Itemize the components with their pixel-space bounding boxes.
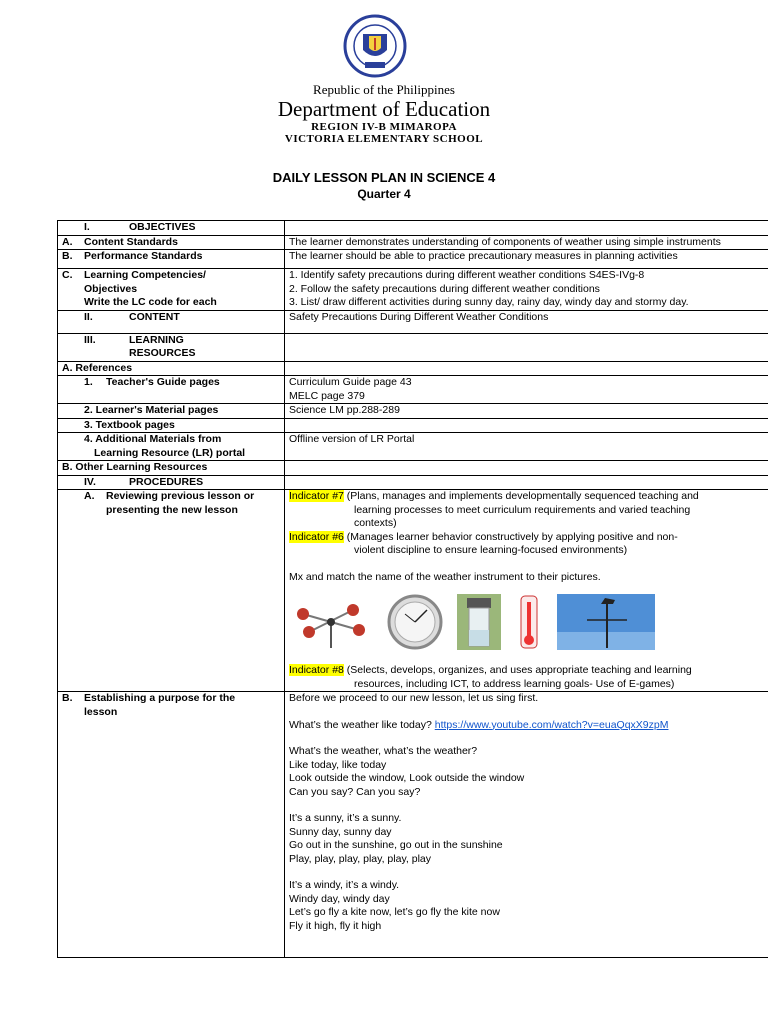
indicator-8-tag: Indicator #8 xyxy=(289,664,344,676)
song-video-link[interactable]: https://www.youtube.com/watch?v=euaQqxX9zpM xyxy=(434,718,669,731)
content-value: Safety Precautions During Different Weather Conditions xyxy=(285,310,768,333)
learning-resources-heading: III. LEARNING RESOURCES xyxy=(58,333,285,361)
performance-standards-value: The learner should be able to practice precautionary measures in planning activities xyxy=(285,250,768,269)
table-row xyxy=(58,221,768,236)
content-standards-value: The learner demonstrates understanding of components of weather using simple instruments xyxy=(285,235,768,250)
table-row xyxy=(58,475,768,490)
table-row xyxy=(58,310,768,333)
region-label: REGION IV-B MIMAROPA xyxy=(311,121,457,133)
wind-vane-picture xyxy=(557,594,655,650)
table-row xyxy=(58,461,768,476)
additional-materials-label: 4. Additional Materials from Learning Resource (LR) portal xyxy=(58,433,285,461)
table-row xyxy=(58,490,768,692)
learners-material-label: 2. Learner's Material pages xyxy=(58,404,285,419)
table-row xyxy=(58,418,768,433)
references-label: A. References xyxy=(58,361,285,376)
textbook-label: 3. Textbook pages xyxy=(58,418,285,433)
reviewing-lesson-value: Indicator #7 (Plans, manages and implements developmentally sequenced teaching and learning processes to meet curriculum requirements and varied teaching contexts) Indicator #6 (Manages learner behavior constructively by applying positive and non- violent discipline to ensure learning-focused environments) Mx and match the name of the weather instrument to their pictures. Indicator #8 (Selects, develops, organizes, and uses appropriate teaching and learning resources, including ICT, to address learning goals- Use of E-games) xyxy=(285,490,768,692)
table-row xyxy=(58,250,768,269)
table-row xyxy=(58,235,768,250)
weather-instrument-pictures xyxy=(289,590,767,650)
table-row xyxy=(58,333,768,361)
anemometer-picture xyxy=(289,594,373,650)
lesson-plan-table xyxy=(57,220,768,958)
purpose-label: B. Establishing a purpose for the lesson xyxy=(58,692,285,958)
other-resources-label: B. Other Learning Resources xyxy=(58,461,285,476)
content-standards-label: A. Content Standards xyxy=(58,235,285,250)
quarter-label: Quarter 4 xyxy=(357,187,411,201)
purpose-value: Before we proceed to our new lesson, let us sing first. What’s the weather like today? https://www.youtube.com/watch?v=euaQqxX9zpM What’s the weather, what’s the weather? Like today, like today Look outside the window, Look outside the window Can you say? Can you say? It’s a sunny, it’s a sunny. Sunny day, sunny day Go out in the sunshine, go out in the sunshine Play, play, play, play, play, play It’s a windy, it’s a windy. Windy day, windy day Let’s go fly a kite now, let’s go fly the kite now Fly it high, fly it high xyxy=(285,692,768,958)
performance-standards-label: B. Performance Standards xyxy=(58,250,285,269)
activity-instruction: Mx and match the name of the weather instrument to their pictures. xyxy=(289,570,601,583)
table-row xyxy=(58,692,768,958)
additional-materials-value: Offline version of LR Portal xyxy=(285,433,768,461)
document-title: DAILY LESSON PLAN IN SCIENCE 4 xyxy=(272,170,496,185)
objectives-heading: I. OBJECTIVES xyxy=(58,221,285,236)
table-row xyxy=(58,376,768,404)
rain-gauge-picture xyxy=(457,594,501,650)
reviewing-lesson-label: A. Reviewing previous lesson or presenting the new lesson xyxy=(58,490,285,692)
learners-material-value: Science LM pp.288-289 xyxy=(285,404,768,419)
department-label: Department of Education xyxy=(277,97,491,121)
teachers-guide-label: 1. Teacher's Guide pages xyxy=(58,376,285,404)
thermometer-picture xyxy=(509,594,549,650)
table-row xyxy=(58,361,768,376)
republic-label: Republic of the Philippines xyxy=(313,82,455,97)
teachers-guide-value: Curriculum Guide page 43 MELC page 379 xyxy=(285,376,768,404)
content-heading: II. CONTENT xyxy=(58,310,285,333)
procedures-heading: IV. PROCEDURES xyxy=(58,475,285,490)
indicator-7-tag: Indicator #7 xyxy=(289,490,344,502)
indicator-6-tag: Indicator #6 xyxy=(289,530,344,543)
school-label: VICTORIA ELEMENTARY SCHOOL xyxy=(284,133,484,145)
competencies-value: 1. Identify safety precautions during different weather conditions S4ES-IVg-8 2. Follow the safety precautions during different weather conditions 3. List/ draw different activities during sunny day, rainy day, windy day and stormy day. xyxy=(285,269,768,311)
deped-seal-logo xyxy=(339,14,411,78)
table-row xyxy=(58,269,768,311)
competencies-label: C. Learning Competencies/ Objectives Write the LC code for each xyxy=(58,269,285,311)
table-row xyxy=(58,433,768,461)
barometer-picture xyxy=(381,594,449,650)
table-row xyxy=(58,404,768,419)
